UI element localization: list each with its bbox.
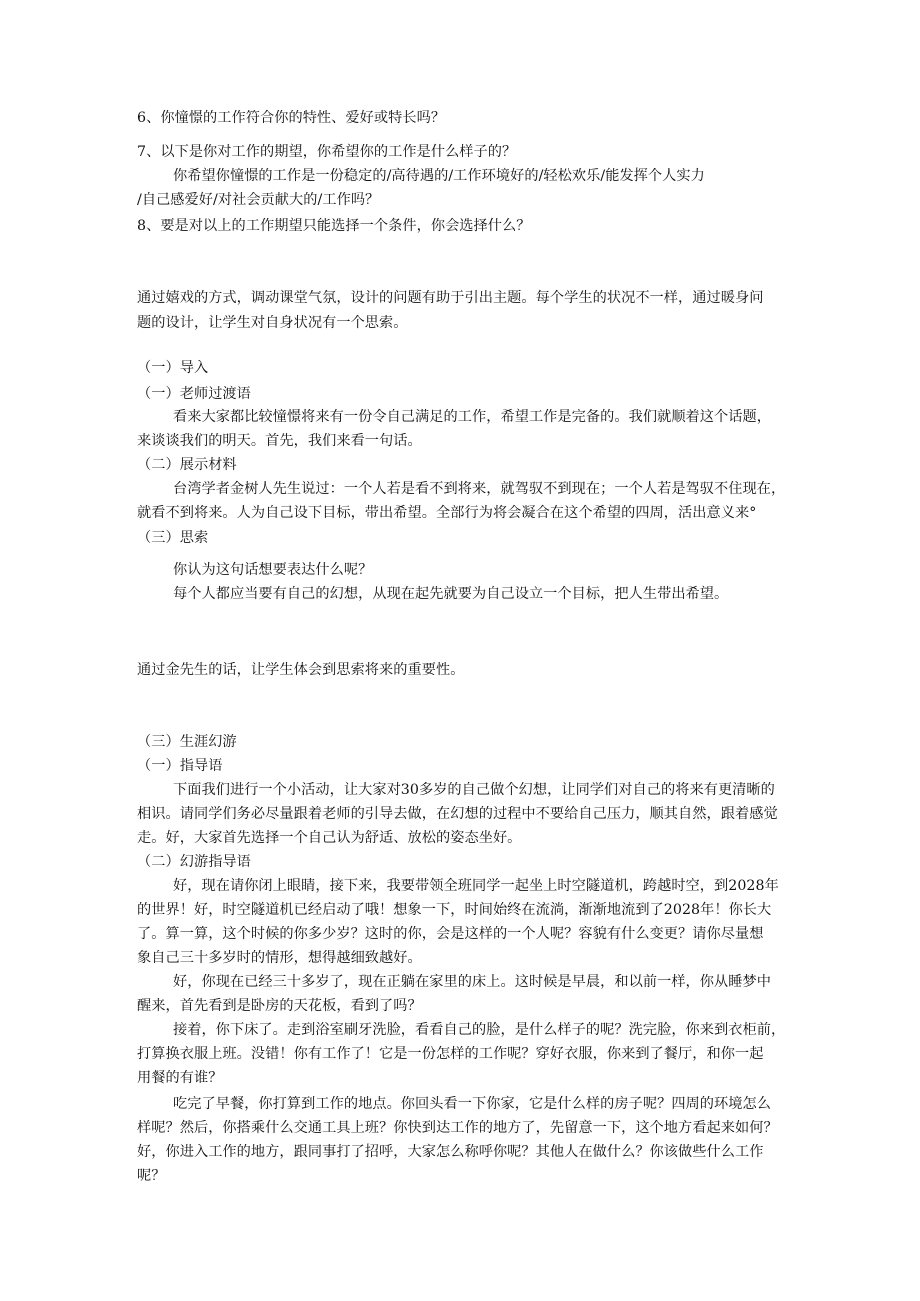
paragraph-line: 你认为这句话想要表达什么呢？	[173, 562, 373, 578]
section-heading-intro: （一）导入	[137, 360, 209, 376]
paragraph-line: 就看不到将来。人为自己设下目标，带出希望。全部行为将会凝合在这个希望的四周，活出意义来°	[137, 505, 757, 521]
survey-question-8: 8、要是对以上的工作期望只能选择一个条件，你会选择什么？	[137, 218, 531, 234]
paragraph-line: 了。算一算，这个时候的你多少岁？这时的你，会是这样的一个人呢？容貌有什么变更？请你尽量想	[137, 926, 764, 942]
paragraph-line: 样呢？然后，你搭乘什么交通工具上班？你快到达工作的地方了，先留意一下，这个地方看起来如何？	[137, 1120, 778, 1136]
subsection-heading: （三）思索	[137, 530, 209, 546]
subsection-heading: （一）指导语	[137, 758, 223, 774]
design-note-line: 通过金先生的话，让学生体会到思索将来的重要性。	[137, 662, 465, 678]
paragraph-line: 下面我们进行一个小活动，让大家对30多岁的自己做个幻想，让同学们对自己的将来有更清晰的	[173, 782, 775, 798]
design-note-line: 通过嬉戏的方式，调动课堂气氛，设计的问题有助于引出主题。每个学生的状况不一样，通过暖身问	[137, 290, 764, 306]
paragraph-line: 吃完了早餐，你打算到工作的地点。你回头看一下你家，它是什么样的房子呢？四周的环境怎么	[173, 1096, 771, 1112]
paragraph-line: 打算换衣服上班。没错！你有工作了！它是一份怎样的工作呢？穿好衣服，你来到了餐厅，和你一起	[137, 1046, 764, 1062]
paragraph-line: 好，现在请你闭上眼睛，接下来，我要带领全班同学一起坐上时空隧道机，跨越时空，到2028年	[173, 878, 779, 894]
paragraph-line: 每个人都应当要有自己的幻想，从现在起先就要为自己设立一个目标，把人生带出希望。	[173, 586, 729, 602]
paragraph-line: 好，你进入工作的地方，跟同事打了招呼，大家怎么称呼你呢？其他人在做什么？你该做些什么工作	[137, 1144, 764, 1160]
paragraph-line: 呢？	[137, 1168, 166, 1184]
subsection-heading: （一）老师过渡语	[137, 386, 251, 402]
subsection-heading: （二）展示材料	[137, 457, 237, 473]
survey-question-7-detail: 你希望你憧憬的工作是一份稳定的/高待遇的/工作环境好的/轻松欢乐/能发挥个人实力	[173, 168, 705, 184]
paragraph-line: 走。好，大家首先选择一个自己认为舒适、放松的姿态坐好。	[137, 830, 522, 846]
paragraph-line: 的世界！好，时空隧道机已经启动了哦！想象一下，时间始终在流淌，渐渐地流到了2028年！你长大	[137, 902, 772, 918]
survey-question-7-detail-cont: /自己感爱好/对社会贡献大的/工作吗？	[137, 192, 380, 208]
paragraph-line: 用餐的有谁？	[137, 1070, 223, 1086]
survey-question-6: 6、你憧憬的工作符合你的特性、爱好或特长吗？	[137, 110, 446, 126]
paragraph-line: 相识。请同学们务必尽量跟着老师的引导去做，在幻想的过程中不要给自己压力，顺其自然，跟着感觉	[137, 806, 778, 822]
paragraph-line: 接着，你下床了。走到浴室刷牙洗脸，看看自己的脸，是什么样子的呢？洗完脸，你来到衣柜前，	[173, 1022, 786, 1038]
subsection-heading: （二）幻游指导语	[137, 854, 251, 870]
section-heading-career-fantasy: （三）生涯幻游	[137, 734, 237, 750]
paragraph-line: 醒来，首先看到是卧房的天花板，看到了吗？	[137, 998, 422, 1014]
paragraph-line: 台湾学者金树人先生说过：一个人若是看不到将来，就驾驭不到现在；一个人若是驾驭不住现在，	[173, 481, 786, 497]
paragraph-line: 好，你现在已经三十多岁了，现在正躺在家里的床上。这时候是早晨，和以前一样，你从睡梦中	[173, 974, 771, 990]
design-note-line: 题的设计，让学生对自身状况有一个思索。	[137, 315, 408, 331]
survey-question-7: 7、以下是你对工作的期望，你希望你的工作是什么样子的？	[137, 144, 517, 160]
paragraph-line: 看来大家都比较憧憬将来有一份令自己满足的工作，希望工作是完备的。我们就顺着这个话题，	[173, 409, 771, 425]
paragraph-line: 来谈谈我们的明天。首先，我们来看一句话。	[137, 433, 422, 449]
paragraph-line: 象自己三十多岁时的情形，想得越细致越好。	[137, 950, 422, 966]
